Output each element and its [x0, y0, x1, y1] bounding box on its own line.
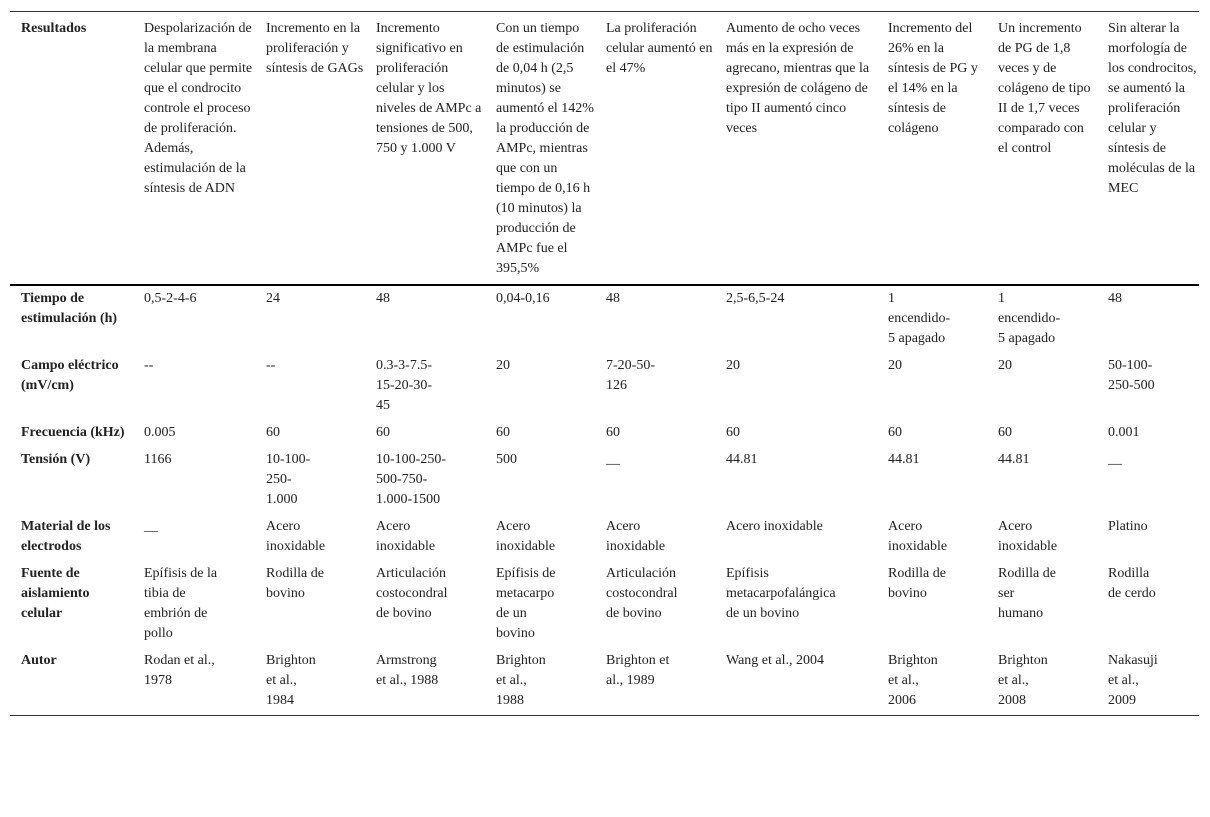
cell-line: 20: [726, 358, 740, 373]
table-cell: [595, 285, 715, 353]
cell-line: 500: [496, 452, 517, 467]
cell-line: bovino: [266, 586, 305, 601]
table-cell: [1097, 514, 1199, 561]
cell-line: Acero: [266, 519, 301, 534]
cell-line: de bovino: [376, 606, 432, 621]
table-cell: [877, 353, 987, 420]
cell-line: inoxidable: [606, 539, 666, 554]
result-cell: Aumento de ocho veces más en la expresión de agrecano, mientras que la expresión de colágeno de tipo II aumentó cinco veces: [726, 21, 870, 136]
cell-line: Acero: [376, 519, 411, 534]
table-cell: [715, 447, 877, 514]
cell-line: costocondral: [376, 586, 448, 601]
table-cell: [485, 648, 595, 716]
cell-line: 60: [376, 425, 390, 440]
cell-line: 2006: [888, 693, 916, 708]
row-header: Tensión (V): [21, 452, 91, 467]
cell-line: 0.3-3-7.5-: [376, 358, 432, 373]
cell-line: 1.000-1500: [376, 492, 441, 507]
cell-line: Acero: [998, 519, 1033, 534]
cell-line: de un: [496, 606, 527, 621]
cell-line: 60: [496, 425, 510, 440]
cell-line: 1984: [266, 693, 294, 708]
table-cell: [485, 420, 595, 447]
cell-line: Platino: [1108, 519, 1148, 534]
table-cell: [987, 353, 1097, 420]
table-cell: [987, 648, 1097, 716]
cell-line: 60: [998, 425, 1012, 440]
table-cell: [255, 447, 365, 514]
cell-line: Nakasuji: [1108, 653, 1158, 668]
row-header: Autor: [21, 653, 57, 668]
cell-line: 48: [1108, 291, 1122, 306]
table-cell: [877, 514, 987, 561]
cell-line: Brighton: [888, 653, 938, 668]
table-row: [10, 447, 1199, 514]
cell-line: 0.001: [1108, 425, 1140, 440]
cell-line: de cerdo: [1108, 586, 1156, 601]
cell-line: 20: [496, 358, 510, 373]
cell-line: 50-100-: [1108, 358, 1153, 373]
table-row: [10, 285, 1199, 353]
table-cell: [133, 447, 255, 514]
cell-line: ser: [998, 586, 1015, 601]
table-cell: [133, 353, 255, 420]
table-cell: [715, 561, 877, 648]
result-cell: Incremento del 26% en la síntesis de PG y el 14% en la síntesis de colágeno: [888, 21, 978, 136]
result-cell: Con un tiempo de estimulación de 0,04 h (2,5 minutos) se aumentó el 142% la producción de AMPc, mientras que con un tiempo de 0,16 h (10 minutos) la producción de AMPc fue el 395,5%: [496, 21, 594, 276]
cell-line: __: [144, 519, 158, 534]
table-cell: [595, 514, 715, 561]
cell-line: Acero: [606, 519, 641, 534]
table-cell: [365, 353, 485, 420]
table-cell: [255, 420, 365, 447]
cell-line: 44.81: [888, 452, 920, 467]
cell-line: tibia de: [144, 586, 186, 601]
results-table: [10, 11, 1199, 716]
row-header: Frecuencia (kHz): [21, 425, 125, 440]
cell-line: 2009: [1108, 693, 1136, 708]
table-row: [10, 420, 1199, 447]
cell-line: Armstrong: [376, 653, 437, 668]
cell-line: bovino: [496, 626, 535, 641]
table-cell: [255, 285, 365, 353]
cell-line: 44.81: [998, 452, 1030, 467]
cell-line: __: [1108, 452, 1122, 467]
cell-line: 126: [606, 378, 627, 393]
table-cell: [133, 514, 255, 561]
table-cell: [365, 285, 485, 353]
table-cell: [987, 285, 1097, 353]
table-cell: [365, 648, 485, 716]
table-cell: [877, 561, 987, 648]
cell-line: __: [606, 452, 620, 467]
table-cell: [133, 648, 255, 716]
cell-line: et al.,: [496, 673, 527, 688]
result-cell: La proliferación celular aumentó en el 47%: [606, 21, 713, 76]
cell-line: inoxidable: [998, 539, 1058, 554]
cell-line: 24: [266, 291, 280, 306]
table-cell: [365, 514, 485, 561]
cell-line: 20: [998, 358, 1012, 373]
row-header-resultados: Resultados: [21, 21, 87, 36]
table-cell: [255, 648, 365, 716]
cell-line: 44.81: [726, 452, 758, 467]
table-cell: [133, 420, 255, 447]
table-cell: [1097, 353, 1199, 420]
cell-line: --: [266, 358, 276, 373]
result-cell: Incremento significativo en proliferación celular y los niveles de AMPc a tensiones de 500, 750 y 1.000 V: [376, 21, 482, 156]
table-cell: [1097, 561, 1199, 648]
cell-line: 60: [266, 425, 280, 440]
cell-line: 5 apagado: [998, 331, 1056, 346]
cell-line: embrión de: [144, 606, 208, 621]
cell-line: 1988: [496, 693, 524, 708]
table-cell: [987, 514, 1097, 561]
table-cell: [715, 420, 877, 447]
table-cell: [595, 420, 715, 447]
cell-line: 48: [376, 291, 390, 306]
cell-line: inoxidable: [376, 539, 436, 554]
cell-line: Epífisis de la: [144, 566, 218, 581]
table-cell: [987, 420, 1097, 447]
cell-line: Acero: [496, 519, 531, 534]
table-cell: [485, 353, 595, 420]
table-cell: [133, 561, 255, 648]
table-cell: [877, 648, 987, 716]
row-header: Fuente de aislamiento celular: [21, 566, 90, 621]
row-header: Campo eléctrico (mV/cm): [21, 358, 119, 393]
cell-line: Acero inoxidable: [726, 519, 823, 534]
cell-line: Rodilla: [1108, 566, 1150, 581]
cell-line: 1166: [144, 452, 172, 467]
cell-line: et al.,: [1108, 673, 1139, 688]
table-cell: [1097, 420, 1199, 447]
cell-line: bovino: [888, 586, 927, 601]
cell-line: 1: [998, 291, 1005, 306]
cell-line: 60: [726, 425, 740, 440]
table-body: [10, 285, 1199, 716]
cell-line: 250-500: [1108, 378, 1155, 393]
table-cell: [1097, 648, 1199, 716]
cell-line: et al.,: [888, 673, 919, 688]
table-cell: [987, 561, 1097, 648]
cell-line: Rodilla de: [266, 566, 324, 581]
table-row: [10, 353, 1199, 420]
cell-line: 500-750-: [376, 472, 428, 487]
cell-line: metacarpo: [496, 586, 555, 601]
table-cell: [255, 561, 365, 648]
cell-line: et al.,: [266, 673, 297, 688]
cell-line: et al.,: [998, 673, 1029, 688]
cell-line: encendido-: [998, 311, 1061, 326]
cell-line: Articulación: [606, 566, 676, 581]
table-cell: [255, 353, 365, 420]
cell-line: 7-20-50-: [606, 358, 655, 373]
cell-line: Epífisis: [726, 566, 769, 581]
table-cell: [877, 420, 987, 447]
table-cell: [877, 447, 987, 514]
table-cell: [365, 420, 485, 447]
cell-line: 45: [376, 398, 390, 413]
cell-line: 0,5-2-4-6: [144, 291, 197, 306]
cell-line: 5 apagado: [888, 331, 946, 346]
table-cell: [133, 285, 255, 353]
cell-line: 60: [888, 425, 902, 440]
table-cell: [1097, 447, 1199, 514]
cell-line: Wang et al., 2004: [726, 653, 825, 668]
cell-line: inoxidable: [496, 539, 556, 554]
result-cell: Sin alterar la morfología de los condrocitos, se aumentó la proliferación celular y síntesis de moléculas de la MEC: [1108, 21, 1197, 196]
cell-line: 0.005: [144, 425, 176, 440]
cell-line: Brighton: [496, 653, 546, 668]
table-row: [10, 561, 1199, 648]
cell-line: Rodilla de: [888, 566, 946, 581]
table-cell: [715, 285, 877, 353]
cell-line: Brighton: [266, 653, 316, 668]
cell-line: Rodilla de: [998, 566, 1056, 581]
cell-line: 1.000: [266, 492, 298, 507]
cell-line: Acero: [888, 519, 923, 534]
cell-line: Epífisis de: [496, 566, 556, 581]
table-cell: [1097, 285, 1199, 353]
cell-line: de bovino: [606, 606, 662, 621]
table-cell: [715, 514, 877, 561]
cell-line: inoxidable: [266, 539, 326, 554]
cell-line: 60: [606, 425, 620, 440]
cell-line: humano: [998, 606, 1044, 621]
cell-line: Brighton et: [606, 653, 670, 668]
table-cell: [485, 514, 595, 561]
table-cell: [987, 447, 1097, 514]
cell-line: costocondral: [606, 586, 678, 601]
table-cell: [595, 561, 715, 648]
result-cell: Incremento en la proliferación y síntesis de GAGs: [266, 21, 364, 76]
result-cell: Despolarización de la membrana celular que permite que el condrocito controle el proceso de proliferación. Además, estimulación de la síntesis de ADN: [144, 21, 253, 196]
cell-line: Rodan et al.,: [144, 653, 215, 668]
cell-line: 10-100-250-: [376, 452, 446, 467]
table-cell: [595, 648, 715, 716]
cell-line: inoxidable: [888, 539, 948, 554]
row-header: Tiempo de estimulación (h): [21, 291, 118, 326]
cell-line: 1: [888, 291, 895, 306]
cell-line: al., 1989: [606, 673, 655, 688]
cell-line: metacarpofalángica: [726, 586, 836, 601]
cell-line: de un bovino: [726, 606, 800, 621]
table-cell: [485, 561, 595, 648]
cell-line: pollo: [144, 626, 173, 641]
table-cell: [365, 561, 485, 648]
cell-line: 48: [606, 291, 620, 306]
cell-line: 15-20-30-: [376, 378, 432, 393]
table-cell: [715, 353, 877, 420]
cell-line: 250-: [266, 472, 292, 487]
table-row: [10, 514, 1199, 561]
cell-line: --: [144, 358, 154, 373]
cell-line: 0,04-0,16: [496, 291, 550, 306]
cell-line: Brighton: [998, 653, 1048, 668]
cell-line: 2008: [998, 693, 1026, 708]
table-cell: [595, 447, 715, 514]
cell-line: 10-100-: [266, 452, 311, 467]
table-cell: [485, 285, 595, 353]
result-cell: Un incremento de PG de 1,8 veces y de colágeno de tipo II de 1,7 veces comparado con el control: [998, 21, 1091, 156]
cell-line: et al., 1988: [376, 673, 439, 688]
table-cell: [595, 353, 715, 420]
table-row: [10, 648, 1199, 716]
table-cell: [365, 447, 485, 514]
cell-line: encendido-: [888, 311, 951, 326]
row-header: Material de los electrodos: [21, 519, 111, 554]
cell-line: 1978: [144, 673, 172, 688]
table-cell: [715, 648, 877, 716]
table-cell: [485, 447, 595, 514]
table-cell: [877, 285, 987, 353]
cell-line: 2,5-6,5-24: [726, 291, 785, 306]
header-row: [10, 12, 1199, 286]
cell-line: 20: [888, 358, 902, 373]
table-cell: [255, 514, 365, 561]
cell-line: Articulación: [376, 566, 446, 581]
